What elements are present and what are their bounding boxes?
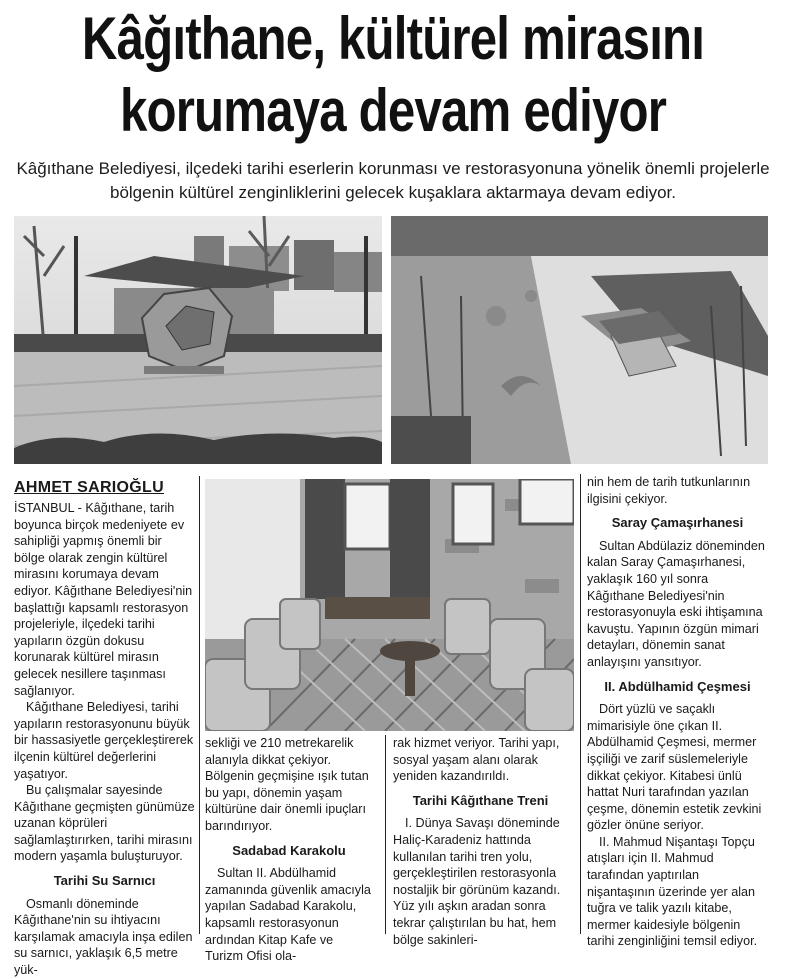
subheading-kagithane-treni: Tarihi Kâğıthane Treni (412, 792, 549, 808)
column-4-paragraph-2: Sultan Abdülaziz döneminden kalan Saray Çamaşırhanesi, yaklaşık 160 yıl sonra Kâğıthane Belediyesi'nin restorasyonuyla eski ihtişamına kavuştu. Yapının özgün mimari detayları, dönemin sanat anlayışını yansıtıyor. (587, 538, 765, 669)
column-1-paragraph-4: Osmanlı döneminde Kâğıthane'nin su ihtiyacını karşılamak amacıyla inşa edilen su sarnıcı, yaklaşık 6,5 metre yük- (14, 896, 193, 978)
photo-interior-cafe-image (205, 479, 574, 731)
column-4-paragraph-1: nin hem de tarih tutkunlarının ilgisini çekiyor. (587, 475, 751, 506)
column-4-paragraph-4: II. Mahmud Nişantaşı Topçu atışları için II. Mahmud tarafından yaptırılan nişantaşının üzerinde yer alan tuğra ve talik yazılı kitabe, mermer kaidesiyle bölgenin tarihi zenginliğini temsil ediyor. (587, 834, 758, 949)
headline-line-1: Kâğıthane, kültürel mirasını (81, 5, 705, 72)
photo-aerial-plaza (391, 216, 768, 464)
column-rule-3 (385, 735, 386, 934)
column-3-paragraph-1: rak hizmet veriyor. Tarihi yapı, sosyal yaşam alanı olarak yeniden kazandırıldı. (393, 736, 560, 784)
column-rule-1 (199, 476, 200, 934)
photo-square-fountain-image (14, 216, 382, 464)
column-4 (587, 474, 768, 950)
column-1-paragraph-1: İSTANBUL - Kâğıthane, tarih boyunca birçok medeniyete ev sahipliği yapmış önemli bir bölge olarak zengin kültürel mirasını korumaya devam ediyor. Kâğıthane Belediyesi'nin başlattığı kapsamlı restorasyon projeleriyle, ilçedeki tarihi yapıların özgün dokusu korunarak kültürel mirasın gelecek nesillere taşınması sağlanıyor. (14, 501, 193, 698)
column-3 (393, 735, 568, 948)
photo-aerial-plaza-image (391, 216, 768, 464)
subheading-su-sarnici: Tarihi Su Sarnıcı (53, 873, 156, 889)
column-4-paragraph-3: Dört yüzlü ve saçaklı mimarisiyle öne çıkan II. Abdülhamid Çeşmesi, mermer işçiliği ve zarif süslemeleriyle dikkat çekiyor. Kitabesi ünlü hattat Nuri tarafından yazılan çeşme, dönemin estetik zevkini gözler önüne seriyor. (587, 702, 762, 833)
photo-interior-cafe (205, 479, 574, 731)
lead-paragraph: Kâğıthane Belediyesi, ilçedeki tarihi eserlerin korunması ve restorasyonuna yönelik önemli projelerle bölgenin kültürel zenginliklerini gelecek kuşaklara aktarmaya devam ediyor. (16, 159, 770, 202)
photo-square-fountain (14, 216, 382, 464)
subheading-saray-camasirhanesi: Saray Çamaşırhanesi (611, 515, 744, 531)
subheading-abdulhamid-cesmesi: II. Abdülhamid Çeşmesi (604, 678, 751, 694)
column-1 (14, 500, 195, 979)
column-2-paragraph-2: Sultan II. Abdülhamid zamanında güvenlik amacıyla yapılan Sadabad Karakolu, kapsamlı restorasyonun ardından Kitap Kafe ve Turizm Ofisi ola- (205, 866, 371, 964)
column-2 (205, 735, 373, 965)
column-1-paragraph-2: Kâğıthane Belediyesi, tarihi yapıların restorasyonunu büyük bir hassasiyetle gerçekleştirerek ilçenin kültürel değerlerini yaşatıyor. (14, 700, 194, 781)
subheading-sadabad-karakolu: Sadabad Karakolu (232, 842, 346, 858)
column-1-paragraph-3: Bu çalışmalar sayesinde Kâğıthane geçmişten günümüze uzanan köprüleri sağlamlaştırırken, tarihi mirasını modern yaşamla buluşturuyor. (14, 783, 195, 864)
byline: AHMET SARIOĞLU (14, 479, 164, 496)
column-3-paragraph-2: I. Dünya Savaşı döneminde Haliç-Karadeniz hattında kullanılan tarihi tren yolu, gerçekleştirilen restorasyonla nostaljik bir görünüm kazandı. Yüz yılı aşkın aradan sonra tekrar çalıştırılan bu hat, hem bölge sakinleri- (393, 816, 561, 947)
headline-line-2: korumaya devam ediyor (119, 77, 667, 144)
column-2-paragraph-1: sekliği ve 210 metrekarelik alanıyla dikkat çekiyor. Bölgenin geçmişine ışık tutan bu yapı, dönemin yaşam kültürüne dair önemli ipuçları barındırıyor. (205, 736, 369, 833)
column-rule-2 (580, 474, 581, 934)
